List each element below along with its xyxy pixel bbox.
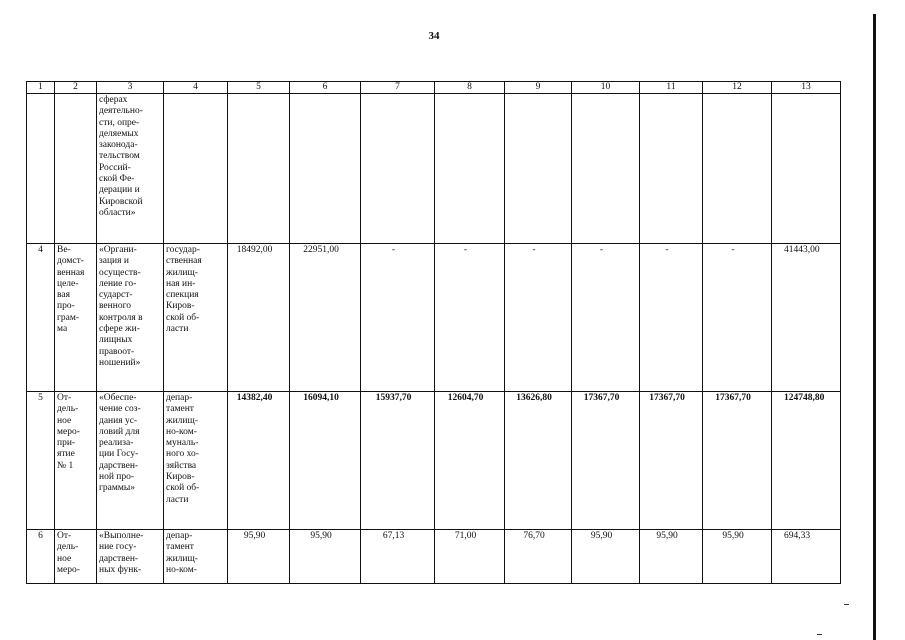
- executor-cell: депар- тамент жилищ- но-ком- муналь- ного хо- зяйства Киров- ской об- ласти: [164, 392, 228, 530]
- amount-cell: [703, 94, 772, 244]
- amount-cell: 71,00: [435, 530, 505, 584]
- amount-cell: [435, 94, 505, 244]
- amount-cell: -: [505, 244, 572, 392]
- column-number: 2: [55, 82, 97, 94]
- amount-cell: [228, 94, 290, 244]
- amount-cell: 95,90: [228, 530, 290, 584]
- margin-mark: [817, 634, 822, 635]
- amount-cell: -: [640, 244, 703, 392]
- amount-cell: 124748,80: [772, 392, 841, 530]
- amount-cell: 694,33: [772, 530, 841, 584]
- table-row: [27, 530, 841, 584]
- row-number-cell: 6: [27, 530, 55, 584]
- amount-cell: 95,90: [703, 530, 772, 584]
- measure-type-cell: От- дель- ное меро- при- ятие № 1: [55, 392, 97, 530]
- measure-type-cell: [55, 94, 97, 244]
- measure-name-cell: «Обеспе- чение соз- дания ус- ловий для реализа- ции Госу- дарствен- ной про- граммы»: [97, 392, 164, 530]
- column-number: 7: [361, 82, 435, 94]
- amount-cell: 16094,10: [290, 392, 361, 530]
- column-number: 1: [27, 82, 55, 94]
- amount-cell: 67,13: [361, 530, 435, 584]
- page-edge-rule: [873, 14, 876, 640]
- amount-cell: 12604,70: [435, 392, 505, 530]
- measure-name-cell: «Выполне- ние госу- дарствен- ных функ-: [97, 530, 164, 584]
- amount-cell: 15937,70: [361, 392, 435, 530]
- amount-cell: [361, 94, 435, 244]
- executor-cell: депар- тамент жилищ- но-ком-: [164, 530, 228, 584]
- measure-name-cell: «Органи- зация и осуществ- ление го- сударст- венного контроля в сфере жи- лищных правоот- ношений»: [97, 244, 164, 392]
- column-number: 11: [640, 82, 703, 94]
- table-row: [27, 94, 841, 244]
- amount-cell: [772, 94, 841, 244]
- column-number: 9: [505, 82, 572, 94]
- row-number-cell: 4: [27, 244, 55, 392]
- row-number-cell: 5: [27, 392, 55, 530]
- amount-cell: 17367,70: [640, 392, 703, 530]
- amount-cell: 95,90: [572, 530, 640, 584]
- row-number-cell: [27, 94, 55, 244]
- budget-table: [26, 81, 841, 584]
- measure-name-cell: сферах деятельно- сти, опре- деляемых законода- тельством Россий- ской Фе- дерации и Кировской области»: [97, 94, 164, 244]
- amount-cell: -: [435, 244, 505, 392]
- column-number: 5: [228, 82, 290, 94]
- column-number: 13: [772, 82, 841, 94]
- amount-cell: 17367,70: [572, 392, 640, 530]
- page-number: 34: [428, 30, 440, 42]
- amount-cell: 17367,70: [703, 392, 772, 530]
- measure-type-cell: От- дель- ное меро-: [55, 530, 97, 584]
- amount-cell: 95,90: [290, 530, 361, 584]
- executor-cell: государ- ственная жилищ- ная ин- спекция Киров- ской об- ласти: [164, 244, 228, 392]
- column-number: 6: [290, 82, 361, 94]
- amount-cell: 18492,00: [228, 244, 290, 392]
- table-row: [27, 244, 841, 392]
- table-row: [27, 392, 841, 530]
- column-number-row: [27, 82, 841, 94]
- measure-type-cell: Ве- домст- венная целе- вая про- грам- ма: [55, 244, 97, 392]
- amount-cell: 13626,80: [505, 392, 572, 530]
- amount-cell: 95,90: [640, 530, 703, 584]
- margin-mark: [844, 604, 849, 605]
- amount-cell: [572, 94, 640, 244]
- amount-cell: [505, 94, 572, 244]
- amount-cell: -: [703, 244, 772, 392]
- amount-cell: -: [361, 244, 435, 392]
- amount-cell: [290, 94, 361, 244]
- column-number: 8: [435, 82, 505, 94]
- column-number: 3: [97, 82, 164, 94]
- column-number: 10: [572, 82, 640, 94]
- amount-cell: 41443,00: [772, 244, 841, 392]
- amount-cell: 22951,00: [290, 244, 361, 392]
- amount-cell: 76,70: [505, 530, 572, 584]
- column-number: 12: [703, 82, 772, 94]
- executor-cell: [164, 94, 228, 244]
- amount-cell: 14382,40: [228, 392, 290, 530]
- column-number: 4: [164, 82, 228, 94]
- amount-cell: -: [572, 244, 640, 392]
- amount-cell: [640, 94, 703, 244]
